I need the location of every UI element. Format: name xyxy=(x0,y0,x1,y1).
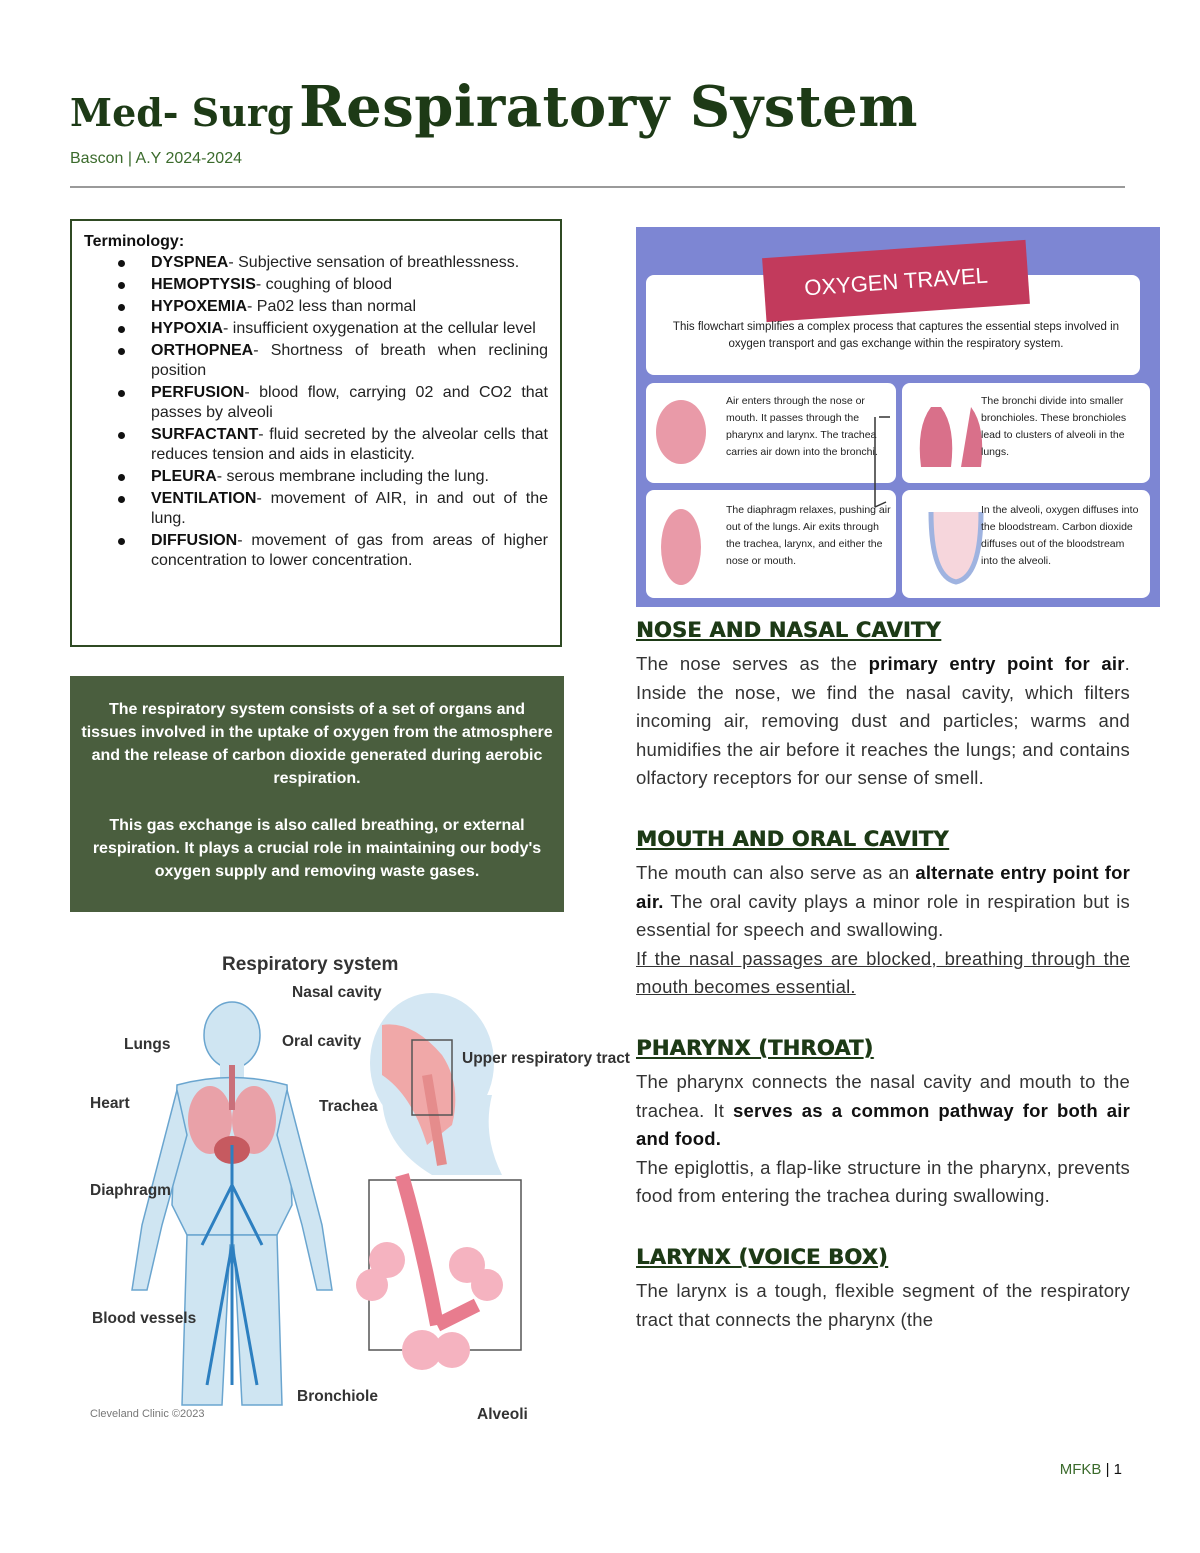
bullet-icon xyxy=(118,496,125,503)
body-text: . Inside the nose, we find the nasal cavity, which filters incoming air, removing dust and particles; warms and humidifies the air before it reaches the lungs; and contains olfactory receptors for our sense of smell. xyxy=(636,653,1130,789)
label-heart: Heart xyxy=(90,1095,130,1112)
infographic-intro: This flowchart simplifies a complex process that captures the essential steps involved in oxygen transport and gas exchange within the respiratory system. xyxy=(672,321,1120,350)
subtitle: Bascon | A.Y 2024-2024 xyxy=(70,150,242,167)
bullet-icon xyxy=(118,260,125,267)
bullet-icon xyxy=(118,348,125,355)
term: SURFACTANT xyxy=(151,426,259,443)
infographic-step: The bronchi divide into smaller bronchioles. These bronchioles lead to clusters of alveoli in the lungs. xyxy=(981,395,1127,458)
label-nasal-cavity: Nasal cavity xyxy=(292,984,382,1001)
info-box xyxy=(70,676,564,912)
bullet-icon xyxy=(118,304,125,311)
term: PLEURA xyxy=(151,468,217,485)
list-item xyxy=(84,341,548,381)
section-heading: LARYNX (VOICE BOX) xyxy=(636,1244,888,1269)
respiratory-system-illustration xyxy=(82,945,630,1425)
section-body xyxy=(636,1068,1130,1154)
list-item xyxy=(84,253,548,273)
term: DIFFUSION xyxy=(151,532,238,549)
body-bold: serves as a common pathway for both air and food. xyxy=(636,1099,1130,1150)
bullet-icon xyxy=(118,326,125,333)
section-body: The epiglottis, a flap-like structure in the pharynx, prevents food from entering the trachea during swallowing. xyxy=(636,1156,1130,1207)
terminology-box xyxy=(70,219,562,647)
label-bronchiole: Bronchiole xyxy=(297,1388,378,1405)
body-text: The oral cavity plays a minor role in respiration but is essential for speech and swallowing. xyxy=(636,890,1130,941)
label-blood-vessels: Blood vessels xyxy=(92,1310,197,1327)
header-divider xyxy=(70,186,1125,188)
label-alveoli: Alveoli xyxy=(477,1406,528,1423)
infographic-step: In the alveoli, oxygen diffuses into the bloodstream. Carbon dioxide diffuses out of the bloodstream into the alveoli. xyxy=(981,504,1139,567)
term: HYPOXEMIA xyxy=(151,298,248,315)
list-item xyxy=(84,531,548,571)
body-bold: primary entry point for air xyxy=(868,653,1125,674)
info-paragraph: This gas exchange is also called breathing, or external respiration. It plays a crucial role in maintaining our body's oxygen supply and removing waste gases. xyxy=(92,817,542,880)
bullet-icon xyxy=(118,474,125,481)
label-lungs: Lungs xyxy=(124,1036,171,1053)
figure-title: Respiratory system xyxy=(222,954,399,975)
label-diaphragm: Diaphragm xyxy=(90,1182,171,1199)
infographic-title: OXYGEN TRAVEL xyxy=(803,262,989,301)
section-body xyxy=(636,945,1130,1002)
term: PERFUSION xyxy=(151,384,245,401)
terminology-list xyxy=(84,253,548,571)
list-item xyxy=(84,467,548,487)
footer-code: MFKB xyxy=(1059,1461,1102,1478)
list-item xyxy=(84,275,548,295)
term: VENTILATION xyxy=(151,490,257,507)
list-item xyxy=(84,319,548,339)
title-prefix: Med- Surg xyxy=(70,90,294,135)
definition: - coughing of blood xyxy=(255,276,393,293)
term: HYPOXIA xyxy=(151,320,224,337)
list-item xyxy=(84,425,548,465)
list-item xyxy=(84,489,548,529)
body-text: The pharynx connects the nasal cavity and mouth to the trachea. It xyxy=(636,1070,1130,1121)
page-title xyxy=(70,74,918,140)
definition: - movement of AIR, in and out of the lung. xyxy=(151,490,548,527)
body-diaphragm-icon xyxy=(661,509,701,585)
definition: - Shortness of breath when reclining position xyxy=(151,342,548,379)
bullet-icon xyxy=(118,390,125,397)
head-profile-illustration xyxy=(370,993,502,1175)
right-column xyxy=(636,618,1130,1368)
section-pharynx xyxy=(636,1036,1130,1211)
section-body xyxy=(636,650,1130,793)
definition: - Pa02 less than normal xyxy=(247,298,416,315)
term: HEMOPTYSIS xyxy=(151,276,256,293)
body-text: The nose serves as the xyxy=(636,653,869,674)
term: DYSPNEA xyxy=(151,254,229,271)
section-mouth xyxy=(636,827,1130,1002)
bullet-icon xyxy=(118,432,125,439)
definition: - blood flow, carrying 02 and CO2 that passes by alveoli xyxy=(151,384,548,421)
label-oral-cavity: Oral cavity xyxy=(282,1033,362,1050)
bullet-icon xyxy=(118,282,125,289)
label-upper-respiratory-tract: Upper respiratory tract xyxy=(462,1050,630,1067)
section-nose xyxy=(636,618,1130,793)
body-illustration xyxy=(132,1002,332,1405)
term: ORTHOPNEA xyxy=(151,342,254,359)
terminology-heading: Terminology: xyxy=(84,233,185,250)
definition: - fluid secreted by the alveolar cells that reduces tension and aids in elasticity. xyxy=(151,426,548,463)
definition: - movement of gas from areas of higher concentration to lower concentration. xyxy=(151,532,548,569)
list-item xyxy=(84,297,548,317)
body-underline: If the nasal passages are blocked, breathing through the mouth becomes essential. xyxy=(636,947,1130,998)
definition: - serous membrane including the lung. xyxy=(216,468,489,485)
label-trachea: Trachea xyxy=(319,1098,378,1115)
bronchiole-alveoli-illustration xyxy=(356,1175,521,1370)
title-main: Respiratory System xyxy=(299,74,918,140)
body-text: The mouth can also serve as an xyxy=(636,861,916,883)
figure-credit: Cleveland Clinic ©2023 xyxy=(90,1408,205,1420)
definition: - Subjective sensation of breathlessness. xyxy=(228,254,520,271)
section-heading: MOUTH AND ORAL CAVITY xyxy=(636,826,949,851)
nose-throat-icon xyxy=(656,400,706,464)
list-item xyxy=(84,383,548,423)
infographic-step: The diaphragm relaxes, pushing air out of the lungs. Air exits through the trachea, larynx, and either the nose or mouth. xyxy=(726,504,891,567)
section-body: The larynx is a tough, flexible segment of the respiratory tract that connects the pharynx (the xyxy=(636,1279,1130,1330)
page-footer xyxy=(1060,1461,1122,1478)
oxygen-travel-infographic xyxy=(636,227,1160,607)
section-larynx xyxy=(636,1245,1130,1334)
body-bold: alternate entry point for air. xyxy=(636,861,1130,912)
section-heading: NOSE AND NASAL CAVITY xyxy=(636,618,941,642)
bullet-icon xyxy=(118,538,125,545)
section-heading: PHARYNX (THROAT) xyxy=(636,1035,874,1060)
page-number: | 1 xyxy=(1105,1461,1122,1478)
section-body xyxy=(636,859,1130,945)
infographic-step: Air enters through the nose or mouth. It passes through the pharynx and larynx. The trachea carries air down into the bronchi. xyxy=(726,395,878,458)
info-paragraph: The respiratory system consists of a set of organs and tissues involved in the uptake of oxygen from the atmosphere and the release of carbon dioxide generated during aerobic respiration. xyxy=(81,701,553,787)
definition: - insufficient oxygenation at the cellular level xyxy=(223,320,536,337)
